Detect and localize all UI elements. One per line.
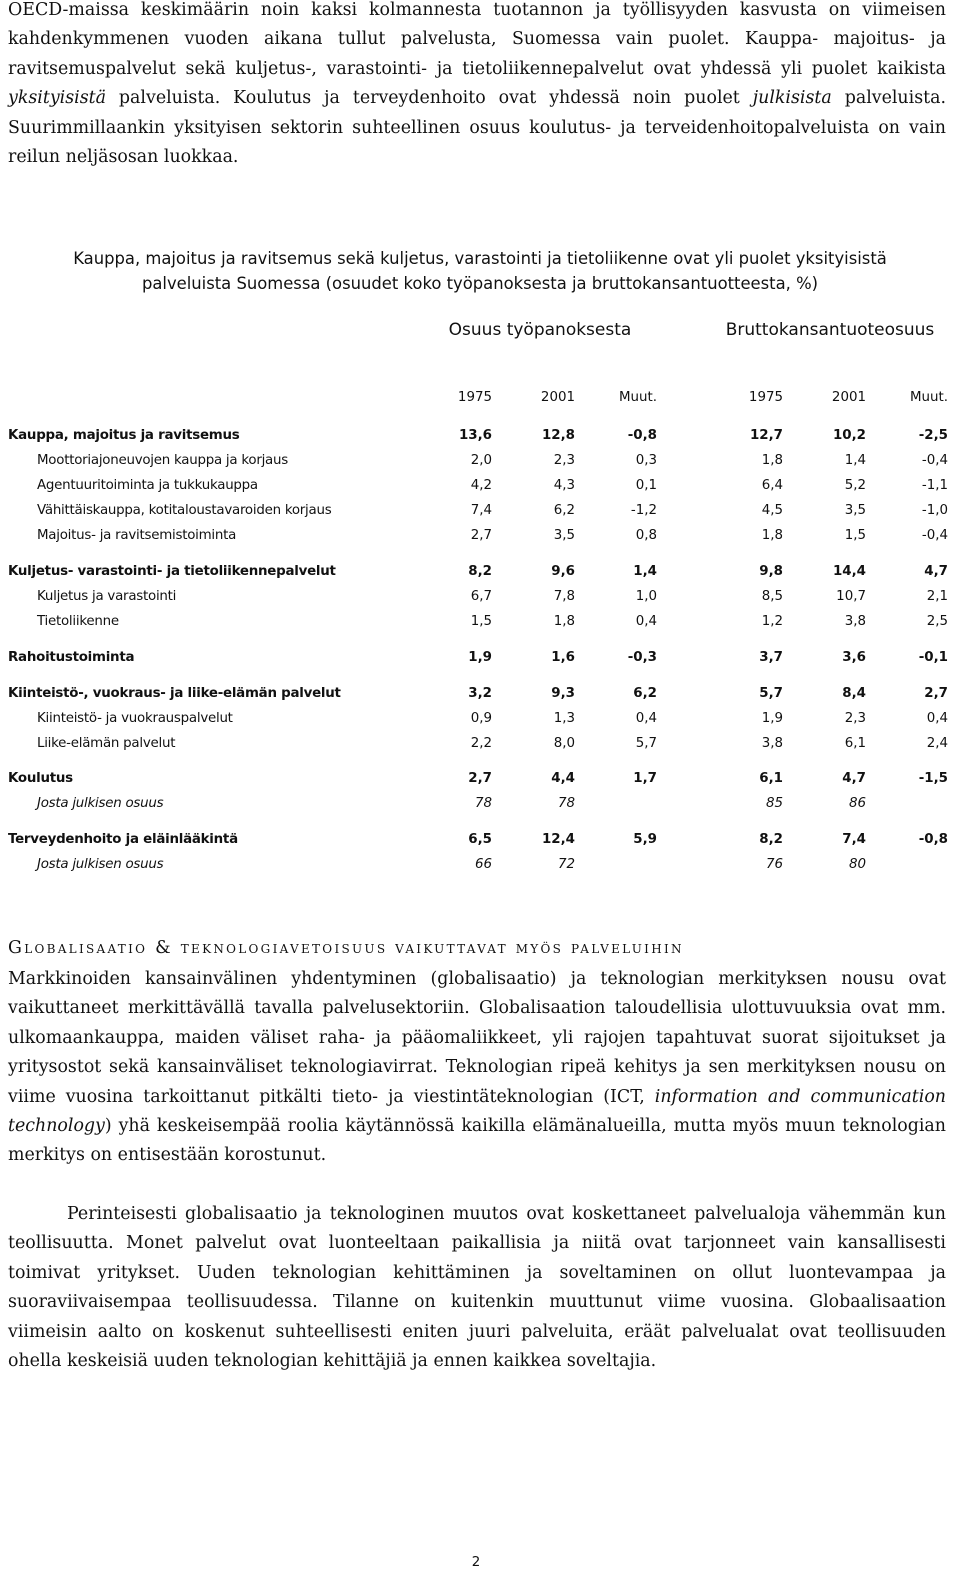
cell-value: 1,6 [551,650,575,665]
cell-value: 6,2 [633,686,657,701]
cell-value: 0,1 [635,478,657,493]
column-header-2001: 2001 [540,390,575,405]
cell-value: 8,2 [759,832,783,847]
cell-value: 2,4 [926,736,948,751]
cell-value: 9,3 [551,686,575,701]
cell-value: 2,5 [926,614,948,629]
table-row [0,528,960,548]
table-row [0,686,960,706]
intro-paragraph [8,0,946,172]
table-row [0,711,960,731]
body-paragraph [8,965,946,1171]
table-row [0,614,960,634]
cell-value: 8,5 [761,589,783,604]
cell-value: 9,6 [551,564,575,579]
cell-value: 2,3 [844,711,866,726]
cell-value: 0,8 [635,528,657,543]
row-label: Agentuuritoiminta ja tukkukauppa [37,478,258,493]
page-number: 2 [471,1555,481,1570]
table-row [0,453,960,473]
cell-value: 6,4 [761,478,783,493]
cell-value: -0,8 [918,832,948,847]
intro-emphasis-private: yksityisistä [8,88,106,109]
cell-value: 4,2 [470,478,492,493]
cell-value: 0,9 [470,711,492,726]
cell-value: 7,8 [553,589,575,604]
cell-value: 3,6 [842,650,866,665]
cell-value: 1,9 [761,711,783,726]
cell-value: 1,0 [635,589,657,604]
row-label: Kuljetus ja varastointi [37,589,177,604]
cell-value: 6,1 [759,771,783,786]
cell-value: 1,9 [468,650,492,665]
table-row [0,564,960,584]
row-label: Tietoliikenne [37,614,119,629]
cell-value: 76 [765,857,783,872]
cell-value: 0,4 [635,614,657,629]
column-header-1975: 1975 [457,390,492,405]
cell-value: 1,7 [633,771,657,786]
cell-value: 78 [557,796,575,811]
cell-value: 1,8 [553,614,575,629]
cell-value: 6,5 [468,832,492,847]
row-label: Josta julkisen osuus [37,796,164,811]
row-label: Terveydenhoito ja eläinlääkintä [8,832,238,847]
cell-value: 7,4 [470,503,492,518]
table-title: Kauppa, majoitus ja ravitsemus sekä kuljetus, varastointi ja tietoliikenne ovat yli puolet yksityisistä palveluista Suomessa (osuudet koko työpanoksesta ja bruttokansantuotteesta, %) [73,249,887,293]
cell-value: 2,0 [470,453,492,468]
cell-value: 12,4 [541,832,575,847]
cell-value: 1,4 [633,564,657,579]
cell-value: 0,4 [635,711,657,726]
cell-value: 2,7 [924,686,948,701]
cell-value: 5,7 [635,736,657,751]
cell-value: 3,8 [761,736,783,751]
cell-value: 4,3 [553,478,575,493]
group-header-gdp-share: Bruttokansantuoteosuus [725,320,935,340]
table-row [0,796,960,816]
cell-value: 2,7 [468,771,492,786]
cell-value: 6,2 [553,503,575,518]
row-label: Liike-elämän palvelut [37,736,176,751]
cell-value: 85 [765,796,783,811]
cell-value: 78 [474,796,492,811]
intro-sentence-1: OECD-maissa keskimäärin noin kaksi kolmannesta tuotannon ja työllisyyden kasvusta on viimeisen kahdenkymmenen vuoden aikana tullut palvelusta, Suomessa vain puolet. [8,0,946,50]
intro-emphasis-public: julkisista [752,88,832,109]
cell-value: 13,6 [458,428,492,443]
intro-sentence-3: palveluista. Suurimmillaankin yksityisen sektorin suhteellinen osuus koulutus- ja terveidenhoitopalveluista on vain reilun neljäsosan luokkaa. [8,88,947,168]
cell-value: 2,1 [926,589,948,604]
table-row [0,832,960,852]
row-label: Kauppa, majoitus ja ravitsemus [8,428,240,443]
group-header-labour-share: Osuus työpanoksesta [448,320,632,340]
cell-value: 0,3 [635,453,657,468]
cell-value: 3,5 [553,528,575,543]
cell-value: 1,4 [844,453,866,468]
cell-value: 8,0 [553,736,575,751]
column-header-change: Muut. [909,390,948,405]
cell-value: 12,8 [541,428,575,443]
cell-value: -0,4 [921,453,948,468]
cell-value: 1,2 [761,614,783,629]
section-heading: Globalisaatio & teknologiavetoisuus vaikuttavat myös palveluihin [8,938,684,958]
cell-value: 10,7 [836,589,866,604]
row-label: Rahoitustoiminta [8,650,135,665]
cell-value: 1,3 [553,711,575,726]
table-row [0,428,960,448]
body-paragraph: Perinteisesti globalisaatio ja teknologinen muutos ovat koskettaneet palvelualoja vähemmän kun teollisuutta. Monet palvelut ovat luonteeltaan paikallisia ja niitä ovat tarjonneet vain kansallisesti toimivat yritykset. Uuden teknologian kehittäminen ja soveltaminen on ollut luontevampaa ja suoraviivaisempaa teollisuudessa. Tilanne on kuitenkin muuttunut viime vuosina. Globaalisaation viimeisin aalto on koskenut suhteellisesti eniten juuri palveluita, eräät palvelualat ovat teollisuuden ohella keskeisiä uuden teknologian kehittäjiä ja ennen kaikkea soveltajia. [8,1204,946,1372]
table-row [0,771,960,791]
cell-value: 6,1 [844,736,866,751]
cell-value: 9,8 [759,564,783,579]
cell-value: -1,0 [921,503,948,518]
column-header-1975: 1975 [748,390,783,405]
cell-value: -1,1 [921,478,948,493]
cell-value: 5,2 [844,478,866,493]
cell-value: 1,5 [470,614,492,629]
row-label: Kiinteistö-, vuokraus- ja liike-elämän palvelut [8,686,341,701]
cell-value: 14,4 [832,564,866,579]
cell-value: 1,8 [761,453,783,468]
cell-value: 7,4 [842,832,866,847]
cell-value: 4,4 [551,771,575,786]
table-row [0,503,960,523]
intro-sentence-2a: Kauppa- majoitus- ja ravitsemuspalvelut sekä kuljetus-, varastointi- ja tietoliikennepalvelut ovat yhdessä yli puolet kaikista [8,29,946,79]
cell-value: 8,4 [842,686,866,701]
row-label: Majoitus- ja ravitsemistoiminta [37,528,237,543]
row-label: Vähittäiskauppa, kotitaloustavaroiden korjaus [37,503,332,518]
cell-value: 3,7 [759,650,783,665]
cell-value: 4,5 [761,503,783,518]
cell-value: 66 [474,857,492,872]
cell-value: 5,9 [633,832,657,847]
row-label: Josta julkisen osuus [37,857,164,872]
column-header-change: Muut. [618,390,657,405]
cell-value: 0,4 [926,711,948,726]
cell-value: 1,5 [844,528,866,543]
cell-value: 6,7 [470,589,492,604]
cell-value: 2,7 [470,528,492,543]
table-row [0,589,960,609]
row-label: Moottoriajoneuvojen kauppa ja korjaus [37,453,288,468]
cell-value: 3,8 [844,614,866,629]
body-paragraph-emphasis: information and communication technology [8,1086,946,1137]
row-label: Koulutus [8,771,73,786]
cell-value: -0,4 [921,528,948,543]
table-row [0,650,960,670]
cell-value: 3,2 [468,686,492,701]
row-label: Kuljetus- varastointi- ja tietoliikennepalvelut [8,564,336,579]
body-paragraph-text: Markkinoiden kansainvälinen yhdentyminen (globalisaatio) ja teknologian merkityksen nousu ovat vaikuttaneet merkittävällä tavalla palvelusektoriin. Globalisaation taloudellisia ulottuvuuksia ovat mm. ulkomaankauppa, maiden väliset raha- ja pääomaliikkeet, yli rajojen tapahtuvat suorat sijoitukset ja yritysostot sekä kansainväliset teknologiavirrat. Teknologian ripeä kehitys ja sen merkityksen nousu on viime vuosina tarkoittanut pitkälti tieto- ja viestintäteknologian (ICT, [8,969,946,1107]
intro-sentence-2b: palveluista. Koulutus ja terveydenhoito ovat yhdessä noin puolet [106,88,753,109]
cell-value: 1,8 [761,528,783,543]
cell-value: 10,2 [832,428,866,443]
cell-value: -2,5 [918,428,948,443]
cell-value: 2,2 [470,736,492,751]
cell-value: 3,5 [844,503,866,518]
cell-value: 86 [848,796,866,811]
table-row [0,478,960,498]
cell-value: -0,1 [918,650,948,665]
cell-value: 8,2 [468,564,492,579]
cell-value: 12,7 [749,428,783,443]
table-row [0,736,960,756]
cell-value: -0,3 [627,650,657,665]
table-row [0,857,960,877]
row-label: Kiinteistö- ja vuokrauspalvelut [37,711,233,726]
cell-value: 4,7 [924,564,948,579]
cell-value: -1,5 [918,771,948,786]
cell-value: -0,8 [627,428,657,443]
cell-value: 4,7 [842,771,866,786]
body-paragraph-text: ) yhä keskeisempää roolia käytännössä kaikilla elämänalueilla, mutta myös muun teknologian merkitys on entisestään korostunut. [8,1116,946,1166]
cell-value: 2,3 [553,453,575,468]
cell-value: 5,7 [759,686,783,701]
column-header-2001: 2001 [831,390,866,405]
cell-value: -1,2 [630,503,657,518]
cell-value: 80 [848,857,866,872]
cell-value: 72 [557,857,575,872]
